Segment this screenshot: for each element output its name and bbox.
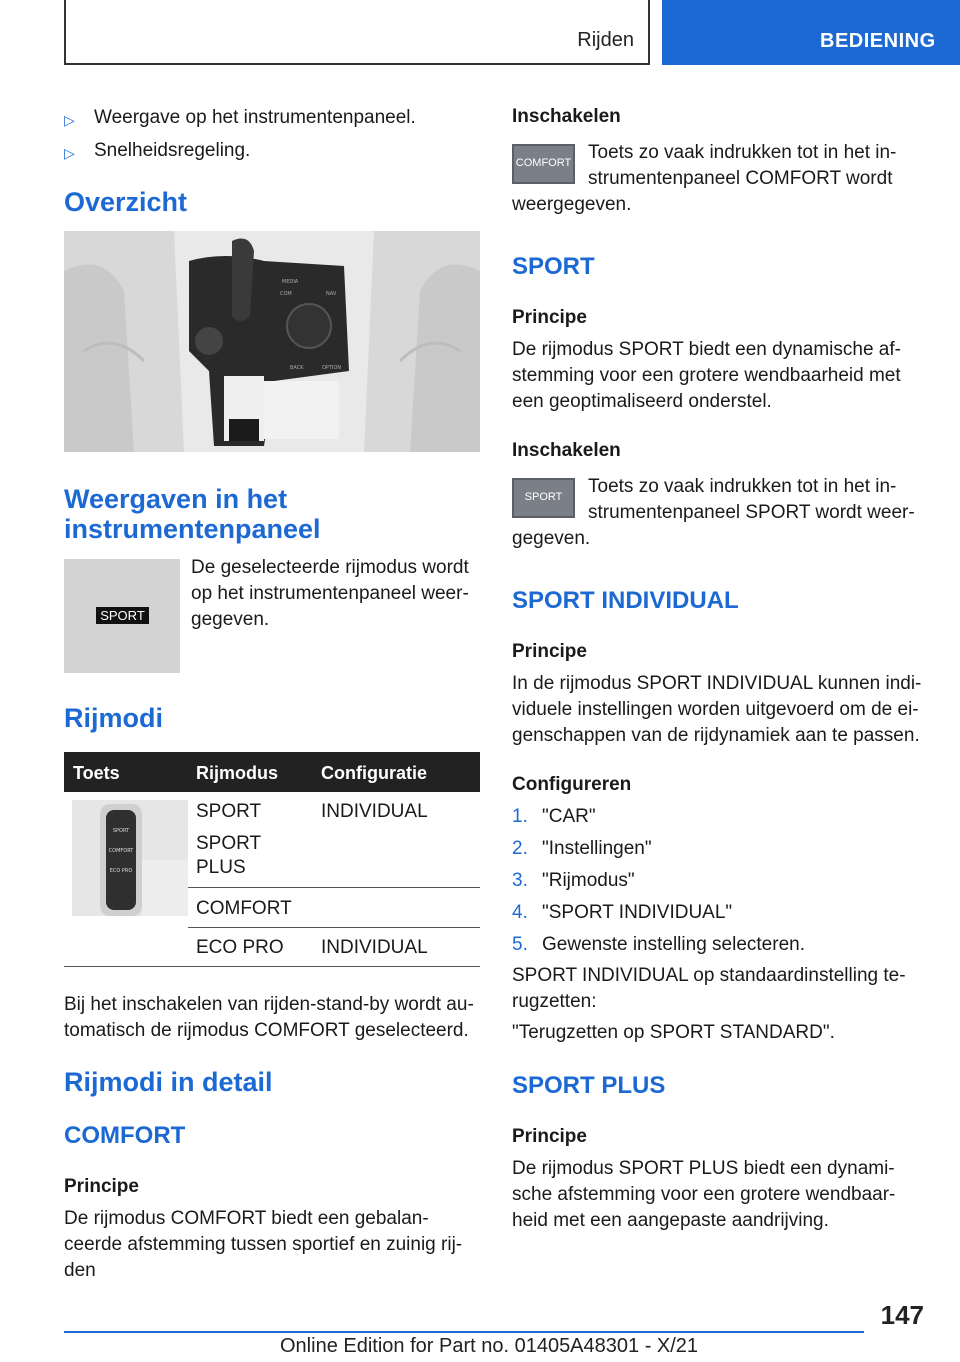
list-item: 4. "SPORT INDIVIDUAL": [512, 902, 733, 923]
heading-principe: Principe: [512, 1126, 587, 1147]
page-number: 147: [880, 1300, 924, 1330]
console-image: [64, 231, 480, 452]
heading-overzicht: Overzicht: [64, 187, 188, 217]
comfort-on-text-cont: weergegeven.: [512, 194, 632, 215]
sport-individual-text: In de rijmodus SPORT INDIVIDUAL kunnen indi- viduele instellingen worden uitgevoerd om de ei- genschappen van de rijdynamiek aan te passen.: [512, 673, 922, 746]
footer-edition: Online Edition for Part no. 01405A48301 - X/21: [280, 1335, 699, 1357]
comfort-on-text: Toets zo vaak indrukken tot in het in- strumentenpaneel COMFORT wordt: [588, 142, 897, 189]
configure-steps: [512, 801, 805, 961]
header-chapter: BEDIENING: [820, 30, 936, 52]
sport-plus-text: De rijmodus SPORT PLUS biedt een dynami- sche afstemming voor een grotere wendbaar- heid met een aangepaste aandrijving.: [512, 1158, 896, 1231]
sport-on-text-cont: gegeven.: [512, 528, 591, 549]
mode-buttons-image: [72, 800, 188, 916]
button-label: COMFORT: [108, 848, 134, 854]
table-header: [64, 752, 480, 792]
sport-display-label: SPORT: [96, 607, 149, 624]
heading-rijmodi-detail: Rijmodi in detail: [64, 1067, 273, 1097]
comfort-key-image: [512, 144, 575, 184]
table-row-divider: [188, 887, 480, 888]
console-label: MEDIA: [282, 279, 299, 285]
heading-inschakelen: Inschakelen: [512, 440, 621, 461]
header-section: Rijden: [577, 29, 634, 51]
triangle-right-icon: ▷: [64, 145, 75, 161]
standby-text: Bij het inschakelen van rijden-stand-by wordt au- tomatisch de rijmodus COMFORT geselecteerd.: [64, 994, 474, 1041]
heading-principe: Principe: [512, 307, 587, 328]
console-label: OPTION: [322, 365, 342, 371]
button-label: ECO PRO: [109, 868, 133, 874]
table-row-divider: [188, 927, 480, 928]
heading-principe: Principe: [512, 641, 587, 662]
heading-inschakelen: Inschakelen: [512, 106, 621, 127]
reset-text: SPORT INDIVIDUAL op standaardinstelling te- rugzetten: "Terugzetten op SPORT STANDARD".: [512, 965, 906, 1043]
heading-sport: SPORT: [512, 253, 595, 280]
weergaven-text: De geselecteerde rijmodus wordt op het instrumentenpaneel weer- gegeven.: [191, 557, 469, 630]
heading-sport-plus: SPORT PLUS: [512, 1072, 666, 1099]
table-cell-config: INDIVIDUAL: [321, 801, 428, 822]
heading-configureren: Configureren: [512, 774, 632, 795]
heading-comfort: COMFORT: [64, 1122, 186, 1149]
list-item: 3. "Rijmodus": [512, 870, 635, 891]
heading-sport-individual: SPORT INDIVIDUAL: [512, 587, 739, 614]
list-item: 5. Gewenste instelling selecteren.: [512, 934, 805, 955]
sport-text: De rijmodus SPORT biedt een dynamische af- stemming voor een grotere wendbaarheid met een geoptimaliseerd onderstel.: [512, 339, 901, 412]
footer-rule: [64, 1331, 864, 1333]
sport-key-image: [512, 478, 575, 518]
comfort-key-label: COMFORT: [515, 157, 572, 169]
heading-principe: Principe: [64, 1176, 139, 1197]
heading-weergaven: Weergaven in het instrumentenpaneel: [64, 484, 321, 544]
table-cell-mode: COMFORT: [196, 898, 292, 919]
table-cell-mode: ECO PRO: [196, 937, 284, 958]
list-item: 1. "CAR": [512, 806, 596, 827]
console-label: COM: [280, 291, 292, 297]
table-header-cell: Configuratie: [321, 763, 427, 783]
sport-on-text: Toets zo vaak indrukken tot in het in- strumentenpaneel SPORT wordt weer-: [588, 476, 915, 523]
table-bottom-rule: [64, 966, 480, 967]
triangle-right-icon: ▷: [64, 112, 75, 128]
header-left: [64, 0, 650, 65]
table-header-cell: Rijmodus: [196, 763, 279, 783]
header-chapter-tab: [662, 0, 960, 65]
heading-rijmodi: Rijmodi: [64, 703, 163, 733]
display-image: [64, 559, 180, 673]
table-cell-mode: SPORT SPORT PLUS: [196, 801, 262, 878]
button-label: SPORT: [112, 828, 130, 834]
comfort-text: De rijmodus COMFORT biedt een gebalan- ceerde afstemming tussen sportief en zuinig rij- den: [64, 1208, 463, 1281]
sport-key-label: SPORT: [524, 491, 563, 503]
table-cell-config: INDIVIDUAL: [321, 937, 428, 958]
list-item: 2. "Instellingen": [512, 838, 652, 859]
console-label: NAV: [326, 291, 337, 297]
table-header-cell: Toets: [73, 763, 120, 783]
console-label: BACK: [290, 365, 304, 371]
